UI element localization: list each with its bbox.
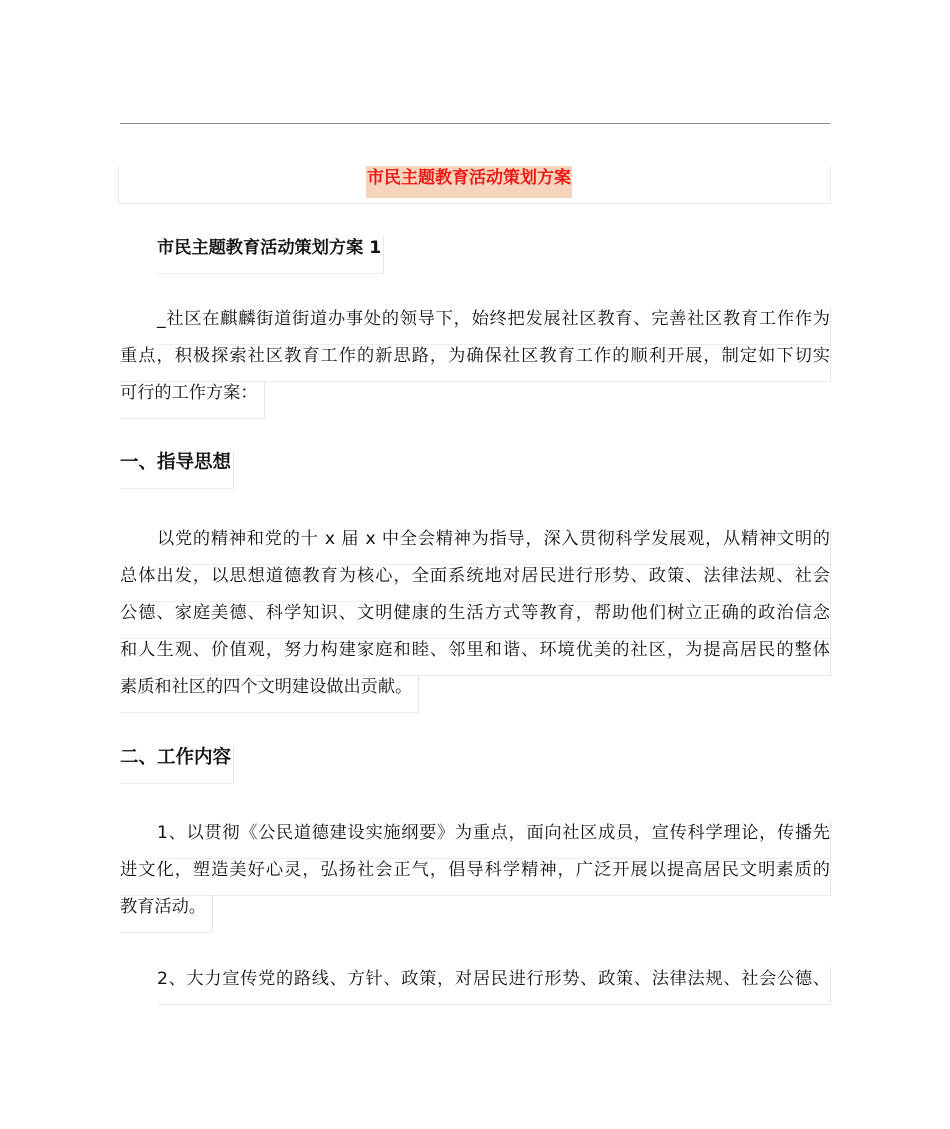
document-subtitle: 市民主题教育活动策划方案 1 [157, 236, 384, 274]
section1-line-3: 公德、家庭美德、科学知识、文明健康的生活方式等教育，帮助他们树立正确的政治信念 [120, 601, 831, 639]
intro-line-2: 重点，积极探索社区教育工作的新思路，为确保社区教育工作的顺利开展，制定如下切实 [120, 344, 831, 382]
section1-line-4: 和人生观、价值观，努力构建家庭和睦、邻里和谐、环境优美的社区，为提高居民的整体 [120, 638, 831, 676]
intro-line-1: _社区在麒麟街道街道办事处的领导下，始终把发展社区教育、完善社区教育工作作为 [157, 307, 831, 345]
intro-line-3: 可行的工作方案： [120, 381, 265, 419]
item1-line-3: 教育活动。 [120, 895, 213, 933]
section1-line-5: 素质和社区的四个文明建设做出贡献。 [120, 675, 419, 713]
section-heading-1: 一、指导思想 [120, 451, 234, 489]
section1-line-1: 以党的精神和党的十 x 届 x 中全会精神为指导，深入贯彻科学发展观，从精神文明的 [157, 527, 831, 565]
page-title: 市民主题教育活动策划方案 [366, 166, 572, 198]
item1-line-2: 进文化，塑造美好心灵，弘扬社会正气，倡导科学精神，广泛开展以提高居民文明素质的 [120, 858, 831, 896]
section-heading-2: 二、工作内容 [120, 746, 234, 784]
item1-line-1: 1、以贯彻《公民道德建设实施纲要》为重点，面向社区成员，宣传科学理论，传播先 [157, 821, 831, 859]
section1-line-2: 总体出发，以思想道德教育为核心，全面系统地对居民进行形势、政策、法律法规、社会 [120, 564, 831, 602]
item2-line-1: 2、大力宣传党的路线、方针、政策，对居民进行形势、政策、法律法规、社会公德、 [157, 967, 831, 1005]
header-rule [120, 123, 830, 124]
